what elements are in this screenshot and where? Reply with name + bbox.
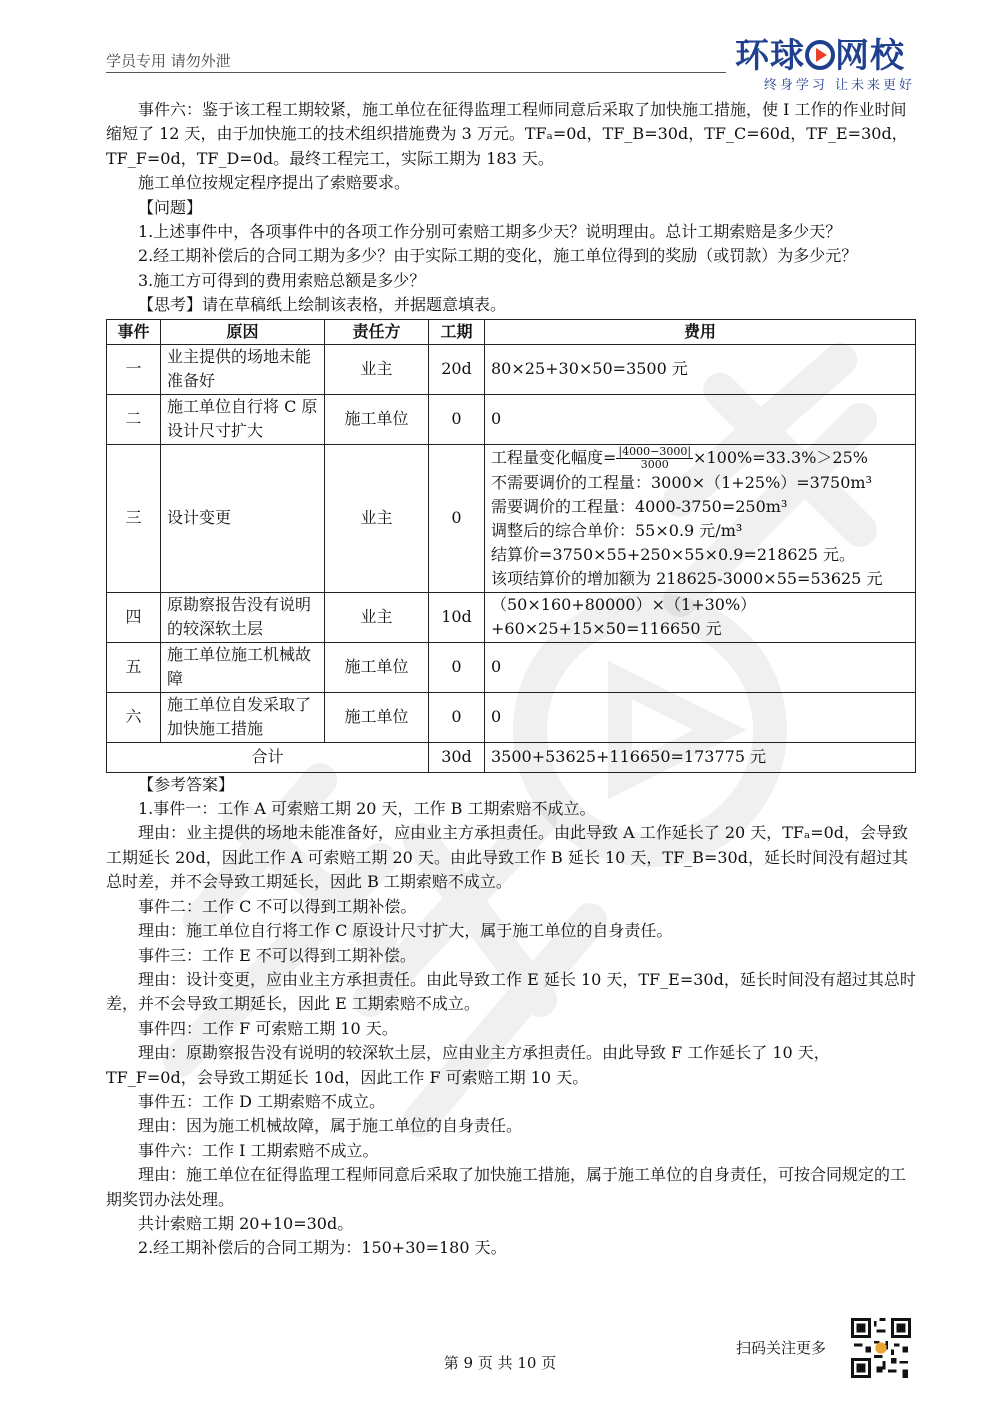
event-cell: 三 [107, 444, 161, 592]
paragraph: 事件二：工作 C 不可以得到工期补偿。 [138, 896, 417, 916]
total-label: 合计 [107, 742, 429, 772]
party-cell: 业主 [325, 444, 429, 592]
paragraph: 理由：因为施工机械故障，属于施工单位的自身责任。 [138, 1116, 523, 1136]
cost-line: （50×160+80000）×（1+30%） [491, 595, 757, 615]
intro-paragraphs [106, 98, 916, 318]
total-cost: 3500+53625+116650=173775 元 [485, 742, 916, 772]
qr-label: 扫码关注更多 [736, 1339, 827, 1357]
cost-cell: 0 [485, 692, 916, 742]
think-heading: 【思考】请在草稿纸上绘制该表格，并据题意填表。 [138, 295, 507, 315]
page-number: 第 9 页 共 10 页 [443, 1354, 557, 1372]
cost-cell: 0 [485, 394, 916, 444]
section-heading: 【问题】 [138, 197, 203, 217]
party-cell: 施工单位 [325, 642, 429, 692]
col-header-reason: 原因 [161, 319, 325, 344]
event-cell: 五 [107, 642, 161, 692]
reason-cell: 设计变更 [161, 444, 325, 592]
reason-cell: 原勘察报告没有说明的较深软土层 [161, 592, 325, 642]
claim-table [106, 319, 916, 773]
question-1: 1.上述事件中，各项事件中的各项工作分别可索赔工期多少天？说明理由。总计工期索赔是多少天？ [138, 222, 842, 242]
cost-line: 结算价=3750×55+250×55×0.9=218625 元。 [491, 544, 856, 564]
col-header-cost: 费用 [485, 319, 916, 344]
party-cell: 业主 [325, 344, 429, 394]
table-header-row [107, 319, 916, 344]
paragraph: 事件四：工作 F 可索赔工期 10 天。 [138, 1018, 398, 1038]
days-cell: 0 [429, 692, 485, 742]
paragraph: 理由：设计变更，应由业主方承担责任。由此导致工作 E 延长 10 天，TF_E=30d，延长时间没有超过其总时差，并不会导致工期延长，因此 E 工期索赔不成立。 [106, 969, 916, 1014]
cost-cell: 0 [485, 642, 916, 692]
brand-logo [735, 36, 915, 93]
header-confidential-text: 学员专用 请勿外泄 [106, 52, 231, 70]
header-rule [106, 72, 726, 73]
paragraph: 事件三：工作 E 不可以得到工期补偿。 [138, 945, 416, 965]
paragraph: 事件六：工作 I 工期索赔不成立。 [138, 1140, 379, 1160]
cost-cell [485, 592, 916, 642]
party-cell: 施工单位 [325, 692, 429, 742]
table-row [107, 642, 916, 692]
table-row [107, 692, 916, 742]
cost-line: 不需要调价的工程量：3000×（1+25%）=3750m³ [491, 472, 872, 492]
days-cell: 20d [429, 344, 485, 394]
paragraph: 理由：施工单位自行将工作 C 原设计尺寸扩大，属于施工单位的自身责任。 [138, 921, 673, 941]
total-days: 30d [429, 742, 485, 772]
days-cell: 0 [429, 394, 485, 444]
cost-cell: 80×25+30×50=3500 元 [485, 344, 916, 394]
col-header-days: 工期 [429, 319, 485, 344]
days-cell: 0 [429, 444, 485, 592]
table-row [107, 394, 916, 444]
logo-text-part2: 网校 [835, 36, 905, 76]
paragraph: 施工单位按规定程序提出了索赔要求。 [138, 173, 411, 193]
cost-line: 需要调价的工程量：4000-3750=250m³ [491, 496, 788, 516]
event-cell: 一 [107, 344, 161, 394]
answer-heading: 【参考答案】 [138, 774, 235, 794]
play-circle-icon [805, 40, 835, 70]
paragraph: 理由：施工单位在征得监理工程师同意后采取了加快施工措施，属于施工单位的自身责任，可按合同规定的工期奖罚办法处理。 [106, 1165, 907, 1209]
days-cell: 0 [429, 642, 485, 692]
cost-line: 调整后的综合单价：55×0.9 元/m³ [491, 520, 743, 540]
paragraph: 理由：原勘察报告没有说明的较深软土层，应由业主方承担责任。由此导致 F 工作延长了 10 天，TF_F=0d，会导致工期延长 10d，因此工作 F 可索赔工期 10 天。 [106, 1043, 830, 1087]
table-total-row [107, 742, 916, 772]
question-2: 2.经工期补偿后的合同工期为多少？由于实际工期的变化，施工单位得到的奖励（或罚款）为多少元？ [138, 246, 858, 266]
event-cell: 四 [107, 592, 161, 642]
table-row [107, 344, 916, 394]
paragraph: 1.事件一：工作 A 可索赔工期 20 天，工作 B 工期索赔不成立。 [138, 799, 596, 819]
fraction: $\frac{|4000-3000|}{3000}$ [618, 444, 692, 471]
document-body [106, 98, 916, 1261]
cost-cell [485, 444, 916, 592]
days-cell: 10d [429, 592, 485, 642]
table-row [107, 592, 916, 642]
logo-text-part1: 环球 [735, 36, 805, 76]
cost-line: +60×25+15×50=116650 元 [491, 619, 722, 639]
party-cell: 业主 [325, 592, 429, 642]
col-header-event: 事件 [107, 319, 161, 344]
reason-cell: 施工单位自行将 C 原设计尺寸扩大 [161, 394, 325, 444]
paragraph: 理由：业主提供的场地未能准备好，应由业主方承担责任。由此导致 A 工作延长了 20 天，TFₐ=0d，会导致工期延长 20d，因此工作 A 可索赔工期 20 天。由此导致工作 B 延长 10 天，TF_B=30d，延长时间没有超过其总时差，并不会导致工期延长，因此 B 工期索赔不成立。 [106, 823, 909, 892]
reason-cell: 业主提供的场地未能准备好 [161, 344, 325, 394]
event-cell: 二 [107, 394, 161, 444]
paragraph: 事件六：鉴于该工程工期较紧，施工单位在征得监理工程师同意后采取了加快施工措施，使 I 工作的作业时间缩短了 12 天，由于加快施工的技术组织措施费为 3 万元。TFₐ=0d，TF_B=30d，TF_C=60d，TF_E=30d，TF_F=0d，TF_D=0d。最终工程完工，实际工期为 183 天。 [106, 100, 908, 168]
question-3: 3.施工方可得到的费用索赔总额是多少？ [138, 270, 426, 290]
table-row [107, 444, 916, 592]
paragraph: 事件五：工作 D 工期索赔不成立。 [138, 1091, 386, 1111]
paragraph: 2.经工期补偿后的合同工期为：150+30=180 天。 [138, 1238, 507, 1258]
cost-line: 该项结算价的增加额为 218625-3000×55=53625 元 [491, 568, 883, 588]
answer-paragraphs [106, 773, 916, 1261]
col-header-party: 责任方 [325, 319, 429, 344]
logo-slogan: 终身学习 让未来更好 [763, 78, 915, 93]
reason-cell: 施工单位施工机械故障 [161, 642, 325, 692]
event-cell: 六 [107, 692, 161, 742]
paragraph: 共计索赔工期 20+10=30d。 [138, 1213, 354, 1233]
formula-line: 工程量变化幅度= $\frac{|4000-3000|}{3000}$ ×100%=33.3%＞25% [491, 444, 868, 471]
reason-cell: 施工单位自发采取了加快施工措施 [161, 692, 325, 742]
party-cell: 施工单位 [325, 394, 429, 444]
